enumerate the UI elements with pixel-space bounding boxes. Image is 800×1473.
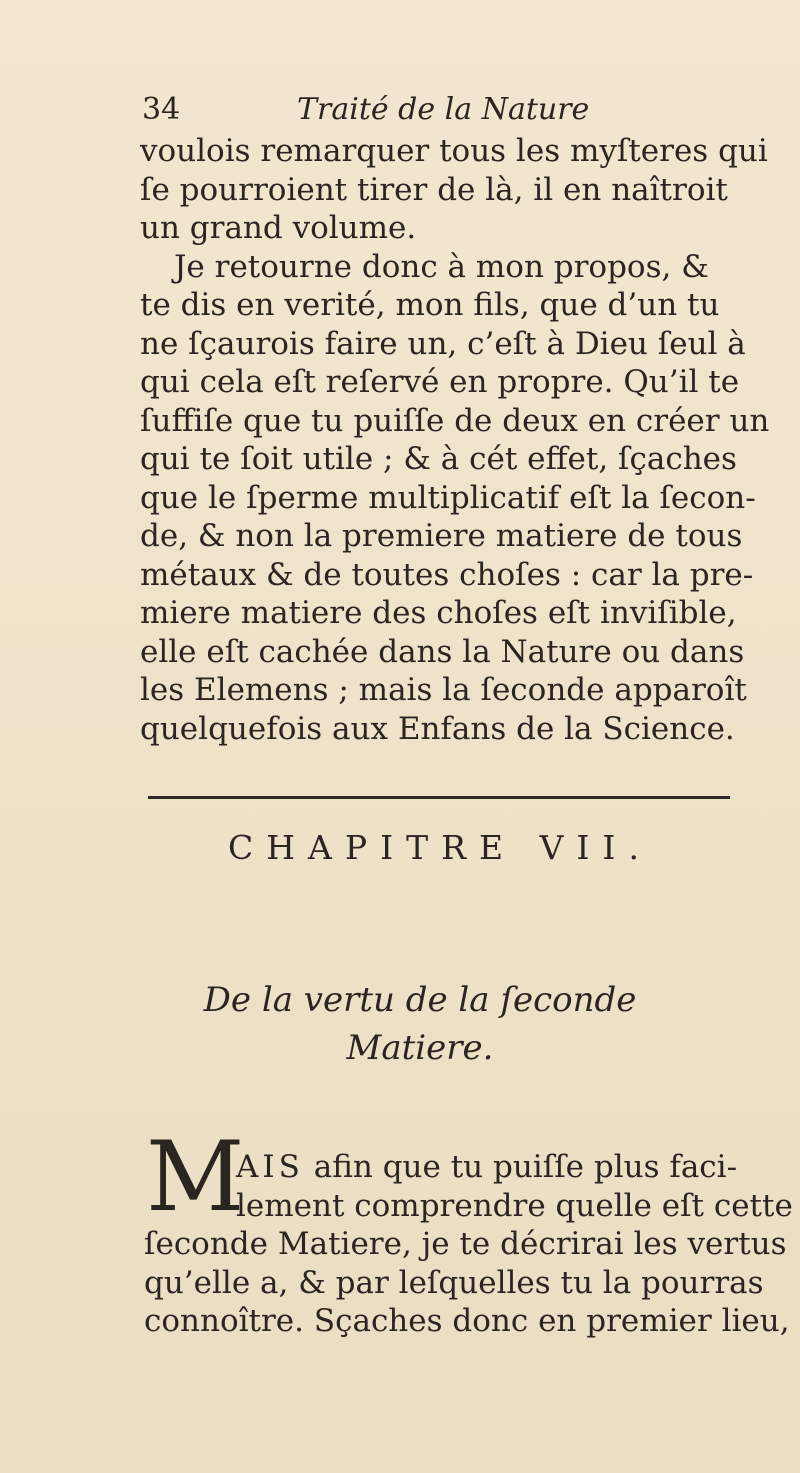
text-line: Je retourne donc à mon propos, & (174, 248, 709, 285)
chapter-subtitle-line: De la vertu de la ſeconde (203, 980, 637, 1020)
text-line: voulois remarquer tous les myſteres qui (140, 133, 768, 169)
drop-cap: M (146, 1121, 245, 1233)
text-line: ſe pourroient tirer de là, il en naîtroit (140, 171, 728, 208)
text-line: elle eſt cachée dans la Nature ou dans (140, 633, 745, 670)
chapter-title: CHAPITRE VII. (228, 828, 652, 867)
text-line: ſeconde Matiere, je te décrirai les vertus (144, 1226, 787, 1262)
text-line: lement comprendre quelle eſt cette (236, 1187, 793, 1224)
first-word-smallcaps: AIS (236, 1149, 304, 1185)
text-line: miere matiere des choſes eſt inviſible, (140, 595, 737, 631)
text-line (144, 1148, 744, 1187)
text-line: ne ſçaurois faire un, c’eſt à Dieu ſeul à (140, 325, 746, 362)
text-line: métaux & de toutes choſes : car la pre- (140, 556, 754, 593)
text-line: connoître. Sçaches donc en premier lieu, (144, 1303, 790, 1339)
body-text (140, 132, 770, 748)
text-line: les Elemens ; mais la ſeconde apparoît (140, 672, 747, 708)
text-line: un grand volume. (140, 210, 417, 246)
text-line: qui te ſoit utile ; & à cét effet, ſçaches (140, 441, 737, 477)
text-line: quelquefois aux Enfans de la Science. (140, 710, 735, 747)
chapter-subtitle-line: Matiere. (346, 1028, 494, 1068)
section-divider-rule (148, 796, 730, 799)
page-number: 34 (142, 92, 181, 127)
chapter-paragraph (144, 1148, 793, 1341)
text-line: ſuffiſe que tu puiſſe de deux en créer un (140, 402, 770, 439)
text-line: que le ſperme multiplicatif eſt la ſecon- (140, 479, 756, 516)
text-line: qu’elle a, & par leſquelles tu la pourras (144, 1264, 764, 1301)
running-title: Traité de la Nature (297, 92, 590, 127)
text-fragment: afin que tu puiſſe plus faci- (313, 1149, 738, 1185)
page-header (142, 92, 702, 132)
text-line: de, & non la premiere matiere de tous (140, 518, 743, 554)
text-line: qui cela eſt reſervé en propre. Qu’il te (140, 364, 740, 400)
text-line: te dis en verité, mon fils, que d’un tu (140, 287, 720, 323)
chapter-subtitle (0, 976, 800, 1072)
